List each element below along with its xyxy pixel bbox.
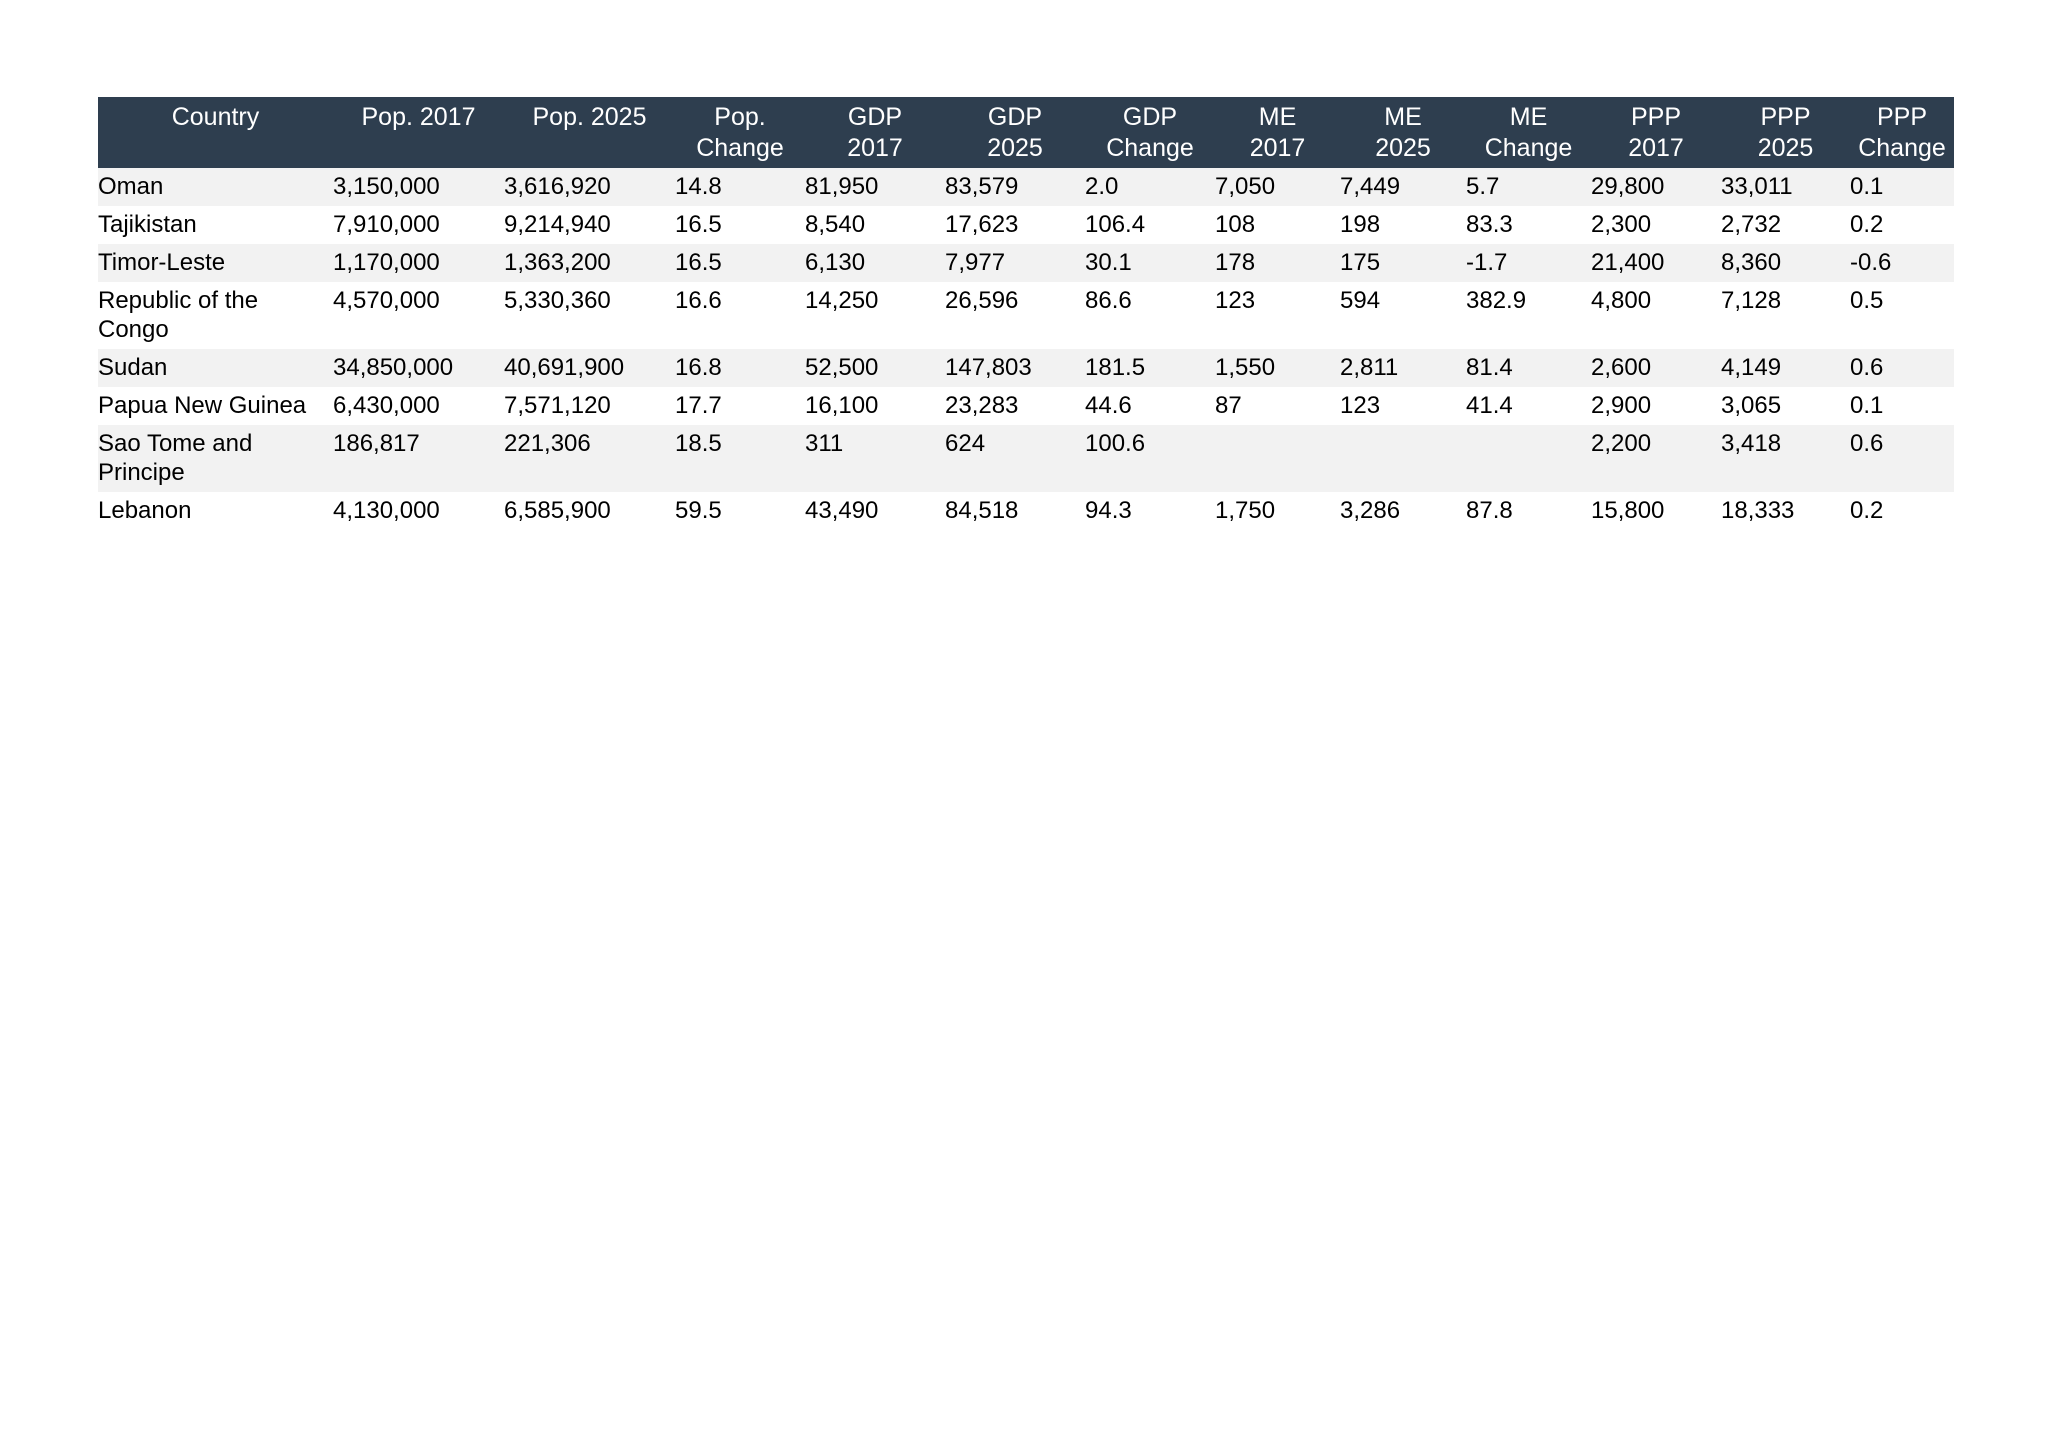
cell-me-2025: 198 [1340, 206, 1466, 244]
cell-pop-change: 18.5 [675, 425, 805, 492]
column-header-country: Country [98, 97, 333, 168]
cell-pop-change: 16.5 [675, 244, 805, 282]
cell-ppp-2025: 3,065 [1721, 387, 1850, 425]
table-row [98, 425, 1954, 492]
cell-me-change: 87.8 [1466, 492, 1591, 530]
cell-pop-2017: 1,170,000 [333, 244, 504, 282]
cell-ppp-change: 0.6 [1850, 349, 1954, 387]
cell-pop-2017: 7,910,000 [333, 206, 504, 244]
cell-gdp-2025: 7,977 [945, 244, 1085, 282]
cell-gdp-2025: 17,623 [945, 206, 1085, 244]
cell-ppp-2017: 2,200 [1591, 425, 1721, 492]
cell-me-2025: 123 [1340, 387, 1466, 425]
cell-country: Sudan [98, 349, 333, 387]
cell-pop-change: 17.7 [675, 387, 805, 425]
cell-me-change: 83.3 [1466, 206, 1591, 244]
cell-me-2017: 87 [1215, 387, 1340, 425]
column-header-me-2025: ME 2025 [1340, 97, 1466, 168]
column-header-gdp-change: GDP Change [1085, 97, 1215, 168]
cell-pop-2017: 186,817 [333, 425, 504, 492]
table-body [98, 168, 1954, 530]
cell-gdp-2017: 14,250 [805, 282, 945, 349]
cell-ppp-change: -0.6 [1850, 244, 1954, 282]
cell-gdp-2017: 81,950 [805, 168, 945, 206]
cell-gdp-change: 94.3 [1085, 492, 1215, 530]
cell-country: Republic of the Congo [98, 282, 333, 349]
cell-ppp-2025: 2,732 [1721, 206, 1850, 244]
cell-me-2025: 7,449 [1340, 168, 1466, 206]
column-header-pop-2017: Pop. 2017 [333, 97, 504, 168]
table-row [98, 244, 1954, 282]
cell-pop-2025: 40,691,900 [504, 349, 675, 387]
cell-gdp-2017: 52,500 [805, 349, 945, 387]
cell-ppp-change: 0.2 [1850, 206, 1954, 244]
cell-gdp-2025: 84,518 [945, 492, 1085, 530]
cell-pop-2025: 221,306 [504, 425, 675, 492]
cell-gdp-change: 2.0 [1085, 168, 1215, 206]
cell-ppp-change: 0.1 [1850, 387, 1954, 425]
cell-pop-2017: 34,850,000 [333, 349, 504, 387]
cell-ppp-2025: 8,360 [1721, 244, 1850, 282]
cell-ppp-change: 0.1 [1850, 168, 1954, 206]
cell-gdp-change: 100.6 [1085, 425, 1215, 492]
column-header-gdp-2025: GDP 2025 [945, 97, 1085, 168]
header-row [98, 97, 1954, 168]
cell-me-2017: 1,550 [1215, 349, 1340, 387]
cell-me-2017: 108 [1215, 206, 1340, 244]
cell-ppp-2025: 7,128 [1721, 282, 1850, 349]
cell-ppp-2025: 18,333 [1721, 492, 1850, 530]
cell-country: Timor-Leste [98, 244, 333, 282]
cell-me-change: 5.7 [1466, 168, 1591, 206]
cell-gdp-2017: 43,490 [805, 492, 945, 530]
cell-me-change: 41.4 [1466, 387, 1591, 425]
table-row [98, 168, 1954, 206]
cell-me-change: 382.9 [1466, 282, 1591, 349]
cell-ppp-2025: 4,149 [1721, 349, 1850, 387]
column-header-gdp-2017: GDP 2017 [805, 97, 945, 168]
table-row [98, 387, 1954, 425]
cell-gdp-2025: 23,283 [945, 387, 1085, 425]
cell-country: Papua New Guinea [98, 387, 333, 425]
cell-gdp-2017: 16,100 [805, 387, 945, 425]
cell-pop-change: 14.8 [675, 168, 805, 206]
cell-me-2017: 123 [1215, 282, 1340, 349]
cell-gdp-2025: 147,803 [945, 349, 1085, 387]
cell-me-2025: 175 [1340, 244, 1466, 282]
cell-ppp-2017: 29,800 [1591, 168, 1721, 206]
cell-pop-2025: 3,616,920 [504, 168, 675, 206]
cell-ppp-2017: 21,400 [1591, 244, 1721, 282]
data-table [98, 97, 1954, 530]
cell-pop-2017: 4,130,000 [333, 492, 504, 530]
table-row [98, 282, 1954, 349]
cell-ppp-2017: 2,300 [1591, 206, 1721, 244]
cell-pop-2025: 6,585,900 [504, 492, 675, 530]
cell-pop-change: 16.8 [675, 349, 805, 387]
cell-ppp-2017: 2,600 [1591, 349, 1721, 387]
cell-pop-2025: 9,214,940 [504, 206, 675, 244]
cell-pop-2017: 4,570,000 [333, 282, 504, 349]
cell-gdp-2017: 311 [805, 425, 945, 492]
cell-pop-2017: 3,150,000 [333, 168, 504, 206]
cell-gdp-change: 86.6 [1085, 282, 1215, 349]
cell-pop-change: 59.5 [675, 492, 805, 530]
cell-gdp-change: 30.1 [1085, 244, 1215, 282]
column-header-ppp-change: PPP Change [1850, 97, 1954, 168]
column-header-me-2017: ME 2017 [1215, 97, 1340, 168]
table-row [98, 492, 1954, 530]
cell-gdp-2025: 26,596 [945, 282, 1085, 349]
cell-me-2017 [1215, 425, 1340, 492]
cell-gdp-change: 44.6 [1085, 387, 1215, 425]
cell-country: Lebanon [98, 492, 333, 530]
cell-gdp-change: 106.4 [1085, 206, 1215, 244]
cell-me-change [1466, 425, 1591, 492]
cell-gdp-2017: 6,130 [805, 244, 945, 282]
cell-country: Oman [98, 168, 333, 206]
cell-gdp-change: 181.5 [1085, 349, 1215, 387]
cell-pop-2025: 7,571,120 [504, 387, 675, 425]
cell-ppp-change: 0.5 [1850, 282, 1954, 349]
cell-country: Sao Tome and Principe [98, 425, 333, 492]
cell-ppp-2025: 33,011 [1721, 168, 1850, 206]
cell-me-change: 81.4 [1466, 349, 1591, 387]
cell-gdp-2025: 83,579 [945, 168, 1085, 206]
cell-me-2025: 594 [1340, 282, 1466, 349]
column-header-pop-change: Pop. Change [675, 97, 805, 168]
column-header-pop-2025: Pop. 2025 [504, 97, 675, 168]
table-row [98, 206, 1954, 244]
cell-me-2025: 2,811 [1340, 349, 1466, 387]
cell-ppp-change: 0.6 [1850, 425, 1954, 492]
column-header-me-change: ME Change [1466, 97, 1591, 168]
cell-me-2025: 3,286 [1340, 492, 1466, 530]
cell-gdp-2017: 8,540 [805, 206, 945, 244]
cell-pop-2017: 6,430,000 [333, 387, 504, 425]
cell-country: Tajikistan [98, 206, 333, 244]
cell-ppp-2017: 4,800 [1591, 282, 1721, 349]
cell-pop-change: 16.6 [675, 282, 805, 349]
cell-ppp-2017: 2,900 [1591, 387, 1721, 425]
table-row [98, 349, 1954, 387]
cell-pop-2025: 1,363,200 [504, 244, 675, 282]
column-header-ppp-2017: PPP 2017 [1591, 97, 1721, 168]
cell-ppp-change: 0.2 [1850, 492, 1954, 530]
cell-pop-2025: 5,330,360 [504, 282, 675, 349]
cell-me-2017: 7,050 [1215, 168, 1340, 206]
cell-me-2017: 178 [1215, 244, 1340, 282]
cell-me-change: -1.7 [1466, 244, 1591, 282]
cell-pop-change: 16.5 [675, 206, 805, 244]
cell-ppp-2017: 15,800 [1591, 492, 1721, 530]
cell-me-2017: 1,750 [1215, 492, 1340, 530]
cell-me-2025 [1340, 425, 1466, 492]
cell-ppp-2025: 3,418 [1721, 425, 1850, 492]
cell-gdp-2025: 624 [945, 425, 1085, 492]
column-header-ppp-2025: PPP 2025 [1721, 97, 1850, 168]
